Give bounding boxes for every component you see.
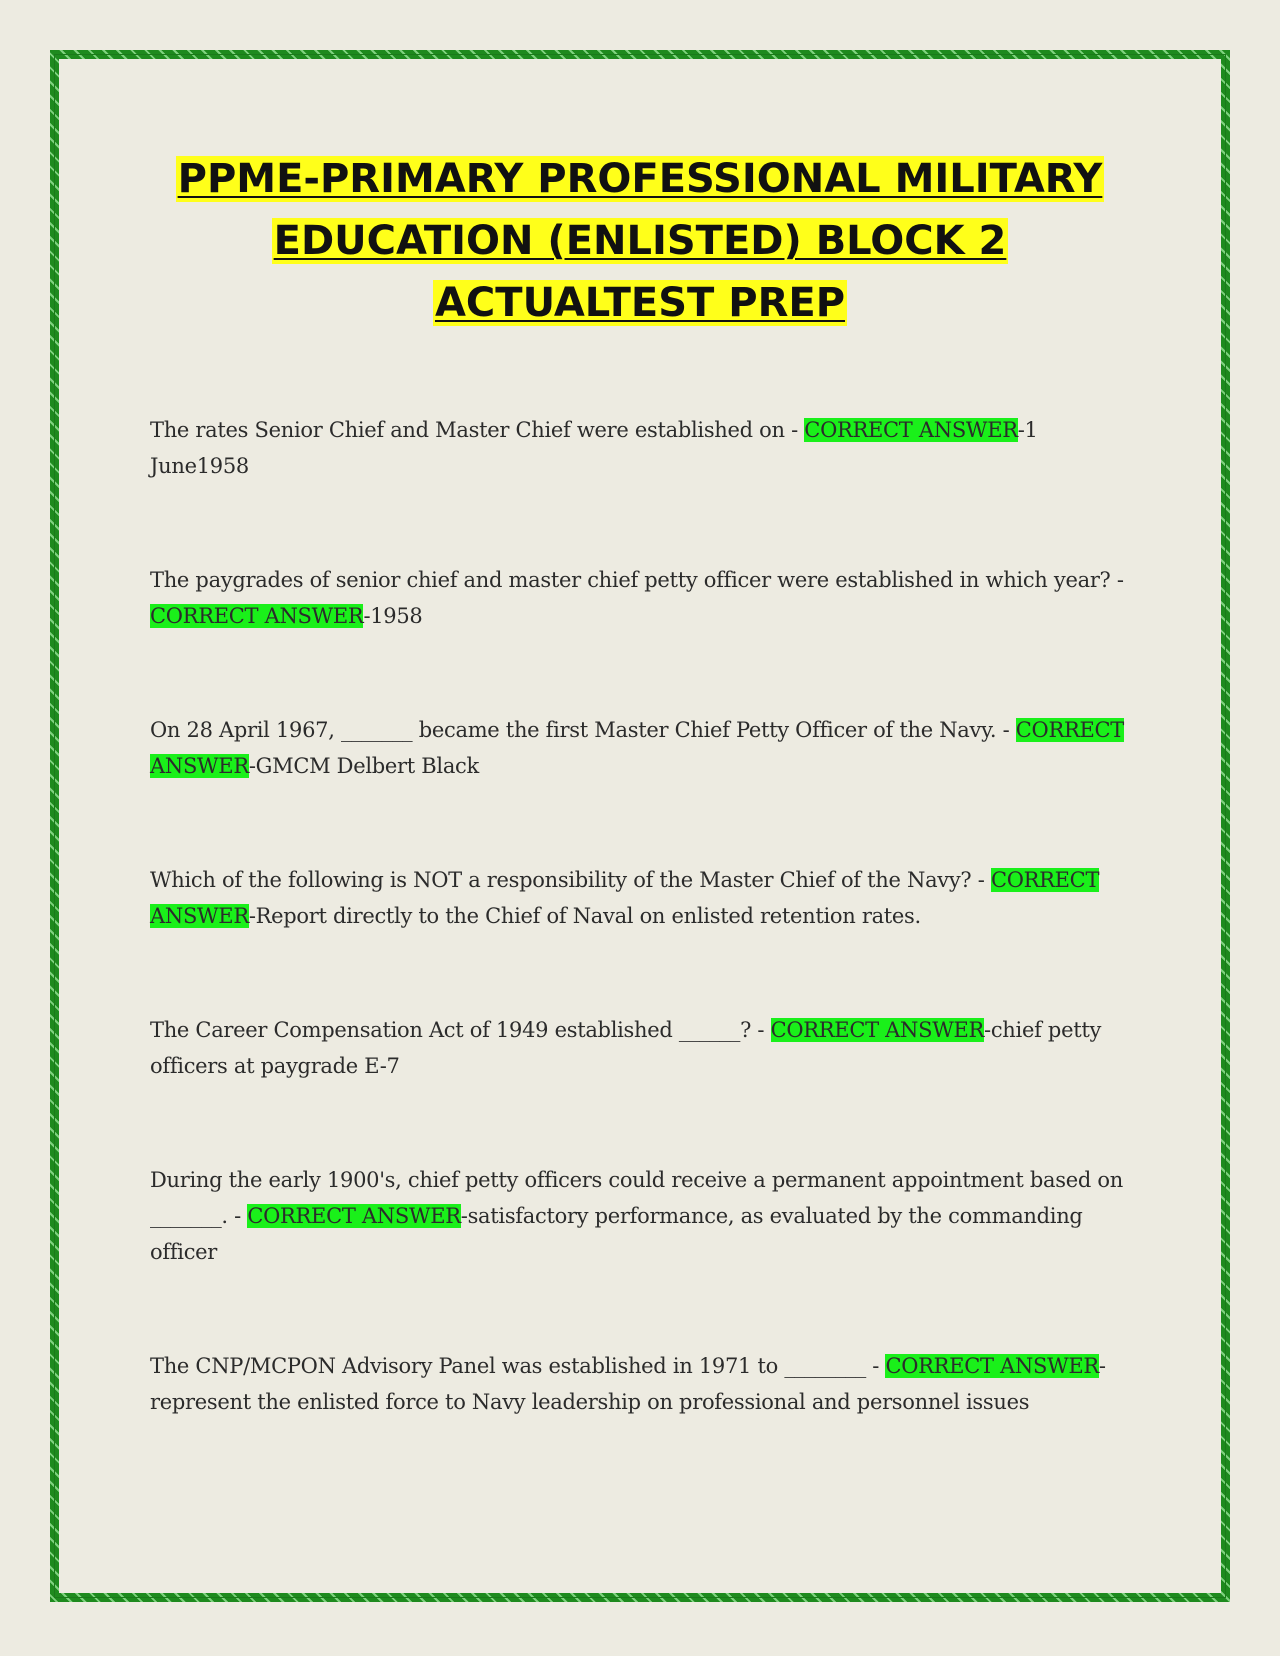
title-line-2: EDUCATION (ENLISTED) BLOCK 2 [273,218,1007,264]
question-text: The paygrades of senior chief and master chief petty officer were established in which year? - [150,568,1124,592]
correct-answer-label: CORRECT ANSWER [804,418,1018,442]
qa-item [150,1012,1140,1084]
question-text: The CNP/MCPON Advisory Panel was established in 1971 to ________ - [150,1354,886,1378]
correct-answer-label: CORRECT ANSWER [150,718,1124,778]
answer-text: -1958 [363,604,423,628]
answer-text: -represent the enlisted force to Navy leadership on professional and personnel issues [150,1354,1106,1414]
correct-answer-label: CORRECT ANSWER [150,868,1100,928]
answer-text: -GMCM Delbert Black [248,754,479,778]
correct-answer-label: CORRECT ANSWER [885,1354,1099,1378]
title-line-3: ACTUALTEST PREP [434,280,846,326]
title-line-1: PPME-PRIMARY PROFESSIONAL MILITARY [177,156,1103,202]
qa-item [150,1162,1140,1270]
question-text: The Career Compensation Act of 1949 established ______? - [150,1018,771,1042]
question-text: Which of the following is NOT a responsibility of the Master Chief of the Navy? - [150,868,991,892]
qa-item [150,712,1140,784]
answer-text: -satisfactory performance, as evaluated by the commanding officer [150,1204,1083,1264]
question-text: On 28 April 1967, _______ became the first Master Chief Petty Officer of the Navy. - [150,718,1016,742]
question-answer-list [150,412,1140,1420]
qa-item [150,862,1140,934]
question-text: The rates Senior Chief and Master Chief were established on - [150,418,805,442]
question-text: During the early 1900's, chief petty officers could receive a permanent appointment based on _______. - [150,1168,1123,1228]
qa-item [150,562,1140,634]
answer-text: -Report directly to the Chief of Naval on enlisted retention rates. [248,904,921,928]
answer-text: -chief petty officers at paygrade E-7 [150,1018,1102,1078]
correct-answer-label: CORRECT ANSWER [150,604,364,628]
correct-answer-label: CORRECT ANSWER [247,1204,461,1228]
answer-text: -1 June1958 [150,418,1038,478]
qa-item [150,1348,1140,1420]
document-title [150,148,1130,334]
qa-item [150,412,1140,484]
correct-answer-label: CORRECT ANSWER [770,1018,985,1042]
